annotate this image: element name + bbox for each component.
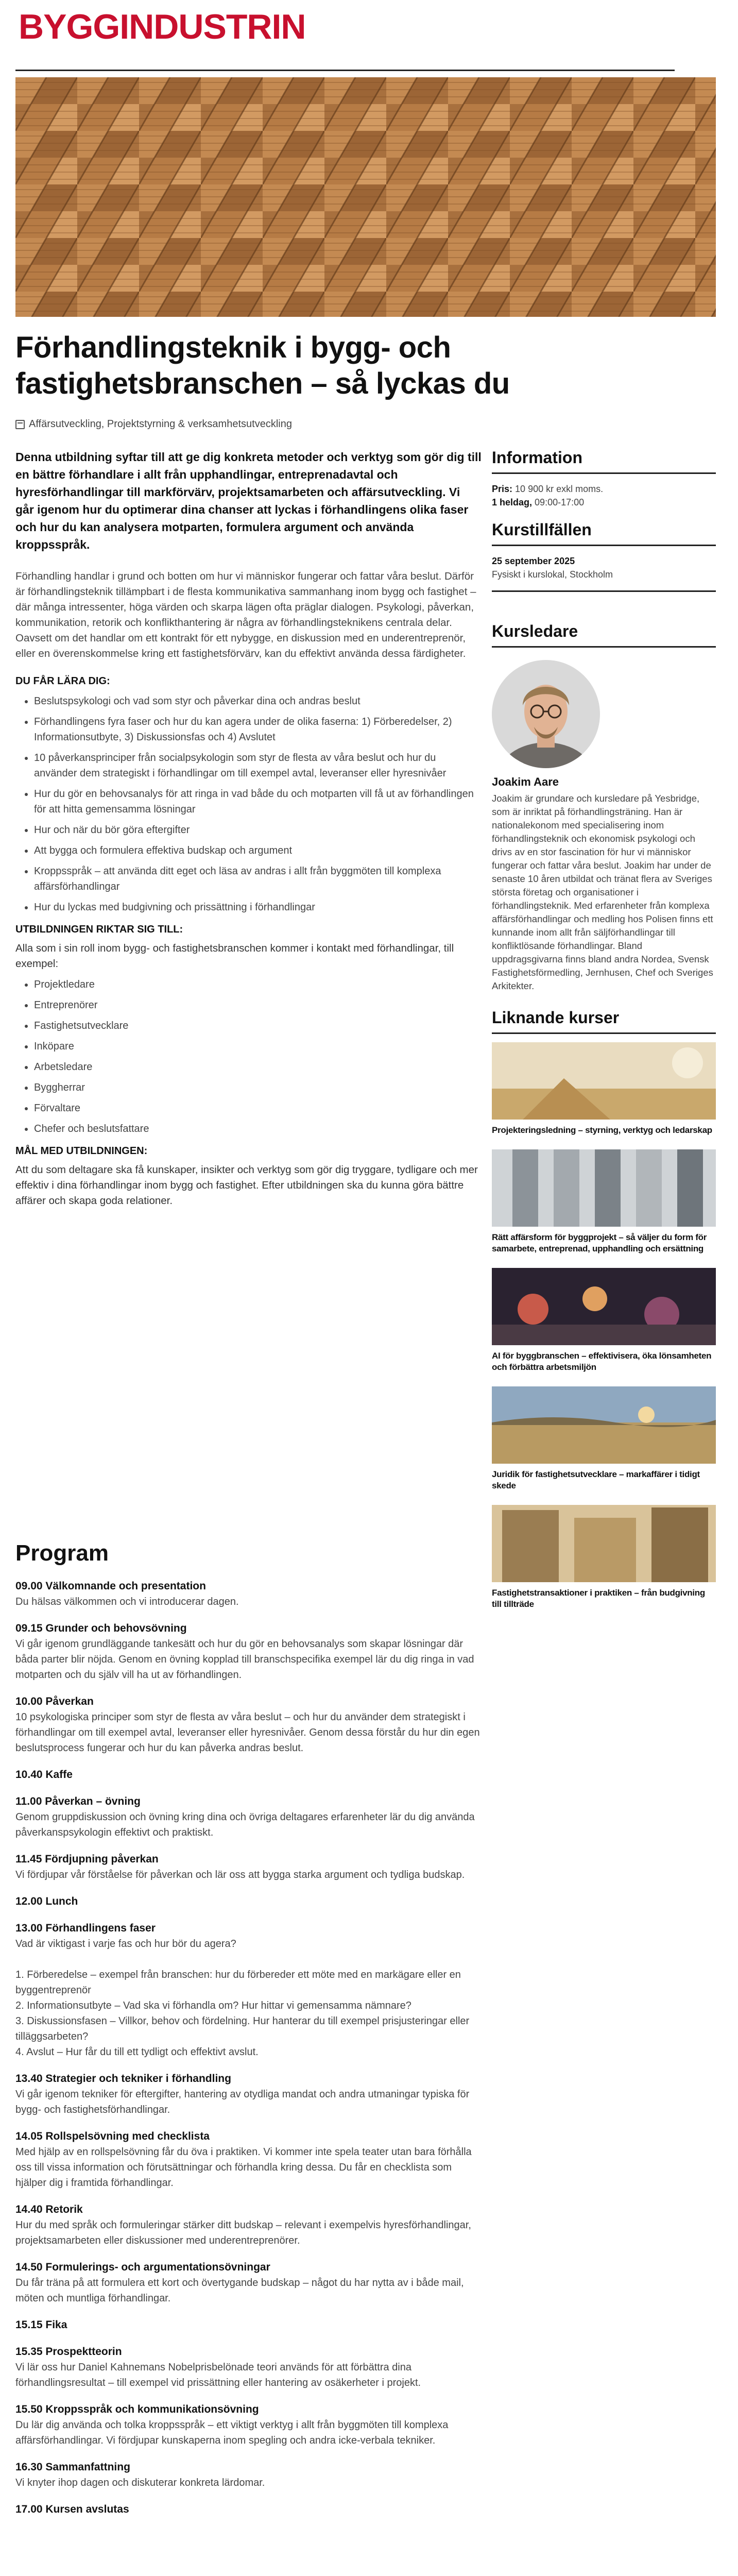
- slot-text: Med hjälp av en rollspelsövning får du öva i praktiken. Vi kommer inte spela teater utan bara förhålla oss till vissa information och förutsättningar och förhandla kring dessa. Du får en checklista som hjälper dig i framtida förhandlingar.: [15, 2146, 472, 2189]
- list-item: • 10 påverkansprinciper från socialpsykologin som styr de flesta av våra beslut och hur du använder dem strategiskt i förhandlingar om till exempel avtal, leveranser eller hyresnivåer: [34, 750, 482, 781]
- program-slot: [15, 1894, 482, 1909]
- program-slot: [15, 1794, 482, 1840]
- similar-course-link[interactable]: AI för byggbranschen – effektivisera, öka lönsamheten och förbättra arbetsmiljön: [492, 1351, 712, 1372]
- program-section: [15, 1540, 482, 2529]
- program-slot: [15, 2071, 482, 2117]
- divider: [492, 646, 716, 648]
- program-slot: [15, 1767, 482, 1783]
- course-description: [15, 448, 482, 1221]
- slot-heading: 11.45 Fördjupning påverkan: [15, 1853, 159, 1865]
- divider: [492, 545, 716, 546]
- list-item: • Byggherrar: [34, 1080, 482, 1095]
- slot-heading: 12.00 Lunch: [15, 1895, 78, 1907]
- duration: [492, 496, 716, 509]
- course-thumbnail[interactable]: [492, 1386, 716, 1464]
- similar-course-link[interactable]: Fastighetstransaktioner i praktiken – från budgivning till tillträde: [492, 1588, 705, 1609]
- list-item: • Hur och när du bör göra eftergifter: [34, 822, 482, 838]
- leader-bio: Joakim är grundare och kursledare på Yesbridge, som är inriktat på förhandlingsträning. Han är nationalekonom med specialisering inom förhandlingsteknik och ekonomisk psykologi och drivs av en stor fascination för hur vi människor fungerar och fattar våra beslut. Joakim har under de senaste 10 åren utbildat och tränat flera av Sveriges största företag och organisationer i förhandlingsteknik. Med erfarenheter från komplexa affärsförhandlingar och medling hos Polisen finns ett kunnande inom allt från säljförhandlingar till konfliktlösande förhandlingar. Bland uppdragsgivarna finns bland andra Nordea, Svensk Fastighetsförmedling, Jernhusen, Chef och Sveriges Arkitekter.: [492, 793, 713, 991]
- similar-courses: [492, 1008, 716, 1610]
- course-date[interactable]: 25 september 2025: [492, 556, 575, 566]
- program-slot: [15, 2502, 482, 2517]
- list-item: • Hur du lyckas med budgivning och prissättning i förhandlingar: [34, 900, 482, 915]
- leader-title: Kursledare: [492, 622, 578, 640]
- program-slot: [15, 2202, 482, 2248]
- slot-heading: 14.05 Rollspelsövning med checklista: [15, 2130, 210, 2142]
- similar-course-card[interactable]: [492, 1268, 716, 1373]
- slot-heading: 15.50 Kroppsspråk och kommunikationsövning: [15, 2403, 259, 2415]
- program-slot: [15, 2317, 482, 2333]
- category-links[interactable]: Affärsutveckling, Projektstyrning & verksamhetsutveckling: [29, 418, 292, 430]
- avatar: [492, 660, 600, 768]
- list-item: • Att bygga och formulera effektiva budskap och argument: [34, 843, 482, 858]
- intro-paragraph: Förhandling handlar i grund och botten om hur vi människor fungerar och fattar våra beslut. Därför är förhandlingsteknik tillämpbart i de flesta kommunikativa sammanhang inom bygg och fastighet – där många intressenter, höga värden och skarpa lägen ofta präglar dialogen. Psykologi, påverkan, kommunikation, retorik och konflikthantering är några av förhandlingsteknikens centrala delar. Oavsett om det handlar om ett kontrakt för ett nybygge, en diskussion med en underentreprenör, eller en överenskommelse kring ett fastighetsförvärv, kan du effektivt använda dessa färdigheter.: [15, 570, 476, 659]
- learn-list: [15, 693, 482, 915]
- target-heading: UTBILDNINGEN RIKTAR SIG TILL:: [15, 924, 183, 935]
- target-list: [15, 977, 482, 1137]
- course-location: Fysiskt i kurslokal, Stockholm: [492, 569, 613, 580]
- learn-heading: DU FÅR LÄRA DIG:: [15, 675, 110, 687]
- course-title: Förhandlingsteknik i bygg- och fastighetsbranschen – så lyckas du: [15, 331, 510, 400]
- list-item: • Inköpare: [34, 1039, 482, 1054]
- slot-heading: 10.00 Påverkan: [15, 1696, 94, 1707]
- course-thumbnail[interactable]: [492, 1042, 716, 1120]
- info-title: Information: [492, 448, 582, 467]
- slot-text: Vi går igenom tekniker för eftergifter, hantering av otydliga mandat och andra utmaningar typiska för bygg- och fastighetsförhandlingar.: [15, 2089, 470, 2115]
- category-row: [15, 418, 292, 430]
- site-header: [0, 0, 738, 77]
- duration-value: 09:00-17:00: [535, 497, 585, 507]
- price: [492, 482, 716, 496]
- program-slot: [15, 1921, 482, 2060]
- sidebar: [492, 448, 716, 1623]
- program-slot: [15, 1852, 482, 1883]
- slot-text: Vi lär oss hur Daniel Kahnemans Nobelprisbelönade teori används för att förbättra dina förhandlingsresultat – till exempel vid prissättning eller hantering av osäkerheter i projekt.: [15, 2362, 421, 2388]
- leader-portrait: [492, 660, 600, 768]
- program-slot: [15, 1579, 482, 1609]
- price-label: Pris:: [492, 484, 513, 494]
- program-slot: [15, 2402, 482, 2448]
- program-slot: [15, 2460, 482, 2490]
- slot-text: Hur du med språk och formuleringar stärker ditt budskap – relevant i exempelvis hyresförhandlingar, projektsamarbeten eller diskussioner med underentreprenörer.: [15, 2219, 471, 2246]
- list-item: • Förvaltare: [34, 1100, 482, 1116]
- list-item: • Kroppsspråk – att använda ditt eget och läsa av andras i allt från byggmöten till komplexa affärsförhandlingar: [34, 863, 482, 894]
- course-thumbnail[interactable]: [492, 1268, 716, 1345]
- slot-text: Vad är viktigast i varje fas och hur bör du agera? 1. Förberedelse – exempel från branschen: hur du förbereder ett möte med en markägare eller en byggentreprenör 2. Informationsutbyte – Vad ska vi förhandla om? Hur hittar vi gemensamma nämnare? 3. Diskussionsfasen – Villkor, behov och fördelning. Hur hanterar du till exempel prisjusteringar eller tilläggsarbeten? 4. Avslut – Hur får du till ett tydligt och effektivt avslut.: [15, 1938, 470, 2058]
- slot-heading: 14.50 Formulerings- och argumentationsövningar: [15, 2261, 270, 2273]
- duration-label: 1 heldag,: [492, 497, 533, 507]
- slot-text: Du hälsas välkommen och vi introducerar dagen.: [15, 1596, 239, 1607]
- leader-name: Joakim Aare: [492, 775, 559, 788]
- similar-course-link[interactable]: Projekteringsledning – styrning, verktyg och ledarskap: [492, 1125, 712, 1135]
- slot-text: Genom gruppdiskussion och övning kring dina och övriga deltagares erfarenheter lär du dig använda påverkanspsykologin effektivt och praktiskt.: [15, 1811, 475, 1838]
- similar-course-card[interactable]: [492, 1042, 716, 1136]
- course-thumbnail[interactable]: [492, 1505, 716, 1582]
- similar-course-link[interactable]: Rätt affärsform för byggprojekt – så väljer du form för samarbete, entreprenad, upphandling och ersättning: [492, 1232, 707, 1253]
- similar-course-link[interactable]: Juridik för fastighetsutvecklare – markaffärer i tidigt skede: [492, 1469, 700, 1490]
- similar-course-card[interactable]: [492, 1386, 716, 1492]
- woven-wood-pattern: [15, 77, 716, 317]
- thumbnail-image: [492, 1505, 716, 1582]
- program-schedule: [15, 1579, 482, 2517]
- list-item: • Förhandlingens fyra faser och hur du kan agera under de olika faserna: 1) Förberedelser, 2) Informationsutbyte, 3) Diskussionsfas och 4) Avslutet: [34, 714, 482, 745]
- slot-text: Du får träna på att formulera ett kort och övertygande budskap – något du har nytta av i både mail, möten och muntliga förhandlingar.: [15, 2277, 464, 2304]
- slot-heading: 13.40 Strategier och tekniker i förhandling: [15, 2073, 231, 2084]
- slot-heading: 15.15 Fika: [15, 2319, 67, 2331]
- program-slot: [15, 1694, 482, 1756]
- list-item: • Fastighetsutvecklare: [34, 1018, 482, 1033]
- slot-heading: 17.00 Kursen avslutas: [15, 2503, 129, 2515]
- program-slot: [15, 2129, 482, 2191]
- dates-title: Kurstillfällen: [492, 520, 592, 539]
- divider: [492, 472, 716, 474]
- thumbnail-image: [492, 1386, 716, 1464]
- folder-icon: [15, 420, 25, 429]
- divider: [492, 590, 716, 592]
- site-logo[interactable]: BYGGINDUSTRIN: [19, 7, 306, 46]
- hero-image: [15, 77, 716, 317]
- goal-heading: MÅL MED UTBILDNINGEN:: [15, 1145, 148, 1157]
- similar-course-card[interactable]: [492, 1149, 716, 1255]
- list-item: • Projektledare: [34, 977, 482, 992]
- slot-heading: 09.00 Välkomnande och presentation: [15, 1580, 206, 1592]
- list-item: • Beslutspsykologi och vad som styr och påverkar dina och andras beslut: [34, 693, 482, 709]
- thumbnail-image: [492, 1042, 716, 1120]
- course-thumbnail[interactable]: [492, 1149, 716, 1227]
- slot-text: Vi fördjupar vår förståelse för påverkan och lär oss att bygga starka argument och tydliga budskap.: [15, 1869, 465, 1880]
- lead-paragraph: Denna utbildning syftar till att ge dig konkreta metoder och verktyg som gör dig till en bättre förhandlare i allt från upphandlingar, entreprenadavtal och hyresförhandlingar till markförvärv, projektsamarbeten och affärsutveckling. Vi går igenom hur du optimerar dina chanser att lyckas i förhandlingens olika faser och hur du kan analysera motparten, formulera argument och använda kroppsspråk.: [15, 450, 482, 551]
- slot-heading: 09.15 Grunder och behovsövning: [15, 1622, 187, 1634]
- slot-text: Du lär dig använda och tolka kroppsspråk – ett viktigt verktyg i allt från byggmöten till komplexa affärsförhandlingar. Vi fördjupar kunskaperna inom spegling och andra icke-verbala tekniker.: [15, 2419, 449, 2446]
- thumbnail-image: [492, 1149, 716, 1227]
- slot-heading: 10.40 Kaffe: [15, 1769, 73, 1781]
- goal-text: Att du som deltagare ska få kunskaper, insikter och verktyg som gör dig tryggare, tydligare och mer effektiv i dina förhandlingar inom bygg och fastighet. Efter utbildningen ska du kunna göra bättre affärer och skapa goda relationer.: [15, 1164, 478, 1207]
- price-value: 10 900 kr exkl moms.: [515, 484, 604, 494]
- slot-heading: 15.35 Prospektteorin: [15, 2346, 122, 2358]
- list-item: • Arbetsledare: [34, 1059, 482, 1075]
- slot-heading: 13.00 Förhandlingens faser: [15, 1922, 156, 1934]
- slot-heading: 16.30 Sammanfattning: [15, 2461, 130, 2473]
- program-slot: [15, 2260, 482, 2306]
- program-slot: [15, 1621, 482, 1683]
- similar-course-card[interactable]: [492, 1505, 716, 1610]
- divider: [492, 1032, 716, 1034]
- header-divider: [15, 70, 675, 71]
- program-slot: [15, 2344, 482, 2391]
- slot-heading: 11.00 Påverkan – övning: [15, 1795, 141, 1807]
- thumbnail-image: [492, 1268, 716, 1345]
- list-item: • Entreprenörer: [34, 997, 482, 1013]
- list-item: • Hur du gör en behovsanalys för att ringa in vad både du och motparten vill få ut av förhandlingen för att hitta gemensamma lösningar: [34, 786, 482, 817]
- slot-text: Vi knyter ihop dagen och diskuterar konkreta lärdomar.: [15, 2477, 265, 2488]
- slot-text: 10 psykologiska principer som styr de flesta av våra beslut – och hur du använder dem strategiskt i förhandlingar om till exempel avtal, leveranser eller hyresnivåer. Genom dessa förstår du hur din egen beslutsprocess fungerar och hur du kan påverka andras beslut.: [15, 1711, 480, 1754]
- target-intro: Alla som i sin roll inom bygg- och fastighetsbranschen kommer i kontakt med förhandlingar, till exempel:: [15, 942, 454, 970]
- program-title: Program: [15, 1540, 109, 1566]
- slot-heading: 14.40 Retorik: [15, 2204, 83, 2215]
- slot-text: Vi går igenom grundläggande tankesätt och hur du gör en behovsanalys som skapar lösningar där båda parter blir nöjda. Genom en övning kopplad till branschspecifika exempel lär du dig ringa in vad motparten och du själv vill ha ut av förhandlingen.: [15, 1638, 474, 1681]
- similar-title: Liknande kurser: [492, 1008, 620, 1027]
- list-item: • Chefer och beslutsfattare: [34, 1121, 482, 1137]
